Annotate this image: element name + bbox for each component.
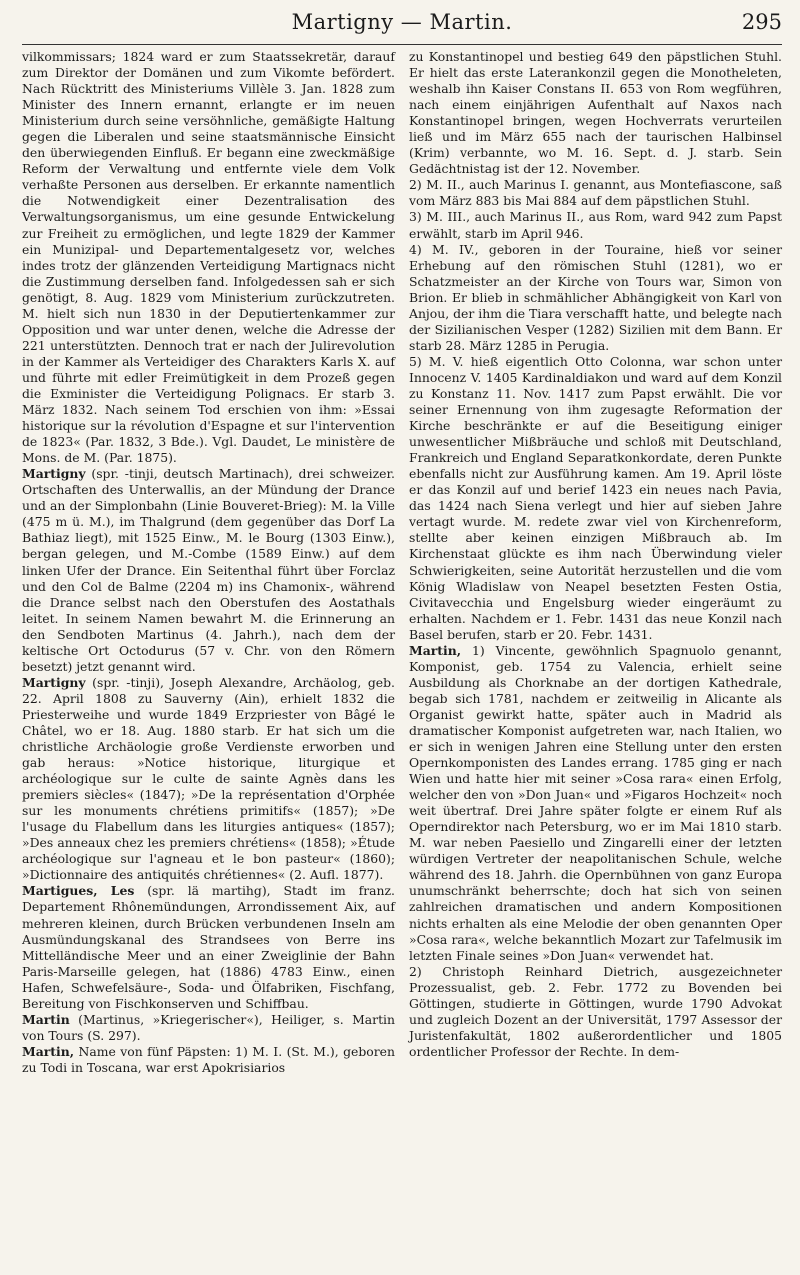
entry-paragraph — [22, 883, 395, 1011]
entry-text: Name von fünf Päpsten: 1) M. I. (St. M.), geboren zu Todi in Toscana, war erst Apokrisiarios — [22, 1043, 395, 1075]
entry-paragraph — [409, 242, 782, 354]
entry-paragraph — [22, 49, 395, 466]
entry-paragraph — [409, 643, 782, 964]
left-column — [22, 49, 395, 1076]
running-header — [22, 0, 782, 45]
entry-headword: Martin — [22, 1011, 70, 1027]
entry-paragraph — [22, 1012, 395, 1044]
page-title: Martigny — Martin. — [291, 10, 513, 34]
entry-paragraph — [22, 1044, 395, 1076]
entry-text: 1) Vincente, gewöhnlich Spagnuolo genannt, Komponist, geb. 1754 zu Valencia, erhielt seine Ausbildung als Chorknabe an der dortigen Kathedrale, begab sich 1781, nachdem er zeitweilig in Alicante als Organist gewirkt hatte, später auch in Madrid als dramatischer Komponist aufgetreten war, nach Italien, wo er sich in wenigen Jahren eine Stellung unter den ersten Opernkomponisten des Landes errang. 1785 ging er nach Wien und hatte hier mit seiner »Cosa rara« einen Erfolg, welcher den von »Don Juan« und »Figaros Hochzeit« noch weit übertraf. Drei Jahre später folgte er einem Ruf als Operndirektor nach Petersburg, wo er im Mai 1810 starb. M. war neben Paesiello und Zingarelli einer der letzten würdigen Vertreter der neapolitanischen Schule, welche während des 18. Jahrh. die Opernbühnen von ganz Europa unumschränkt beherrschte; doch hat sich von seinen zahlreichen dramatischen und andern Kompositionen nichts erhalten als eine Melodie der oben genannten Oper »Cosa rara«, welche bekanntlich Mozart zur Tafelmusik im letzten Finale seines »Don Juan« verwendet hat. — [409, 642, 782, 963]
entry-text: (spr. -tinji, deutsch Martinach), drei schweizer. Ortschaften des Unterwallis, an der Mündung der Drance und an der Simplonbahn (Linie Bouveret-Brieg): M. la Ville (475 m ü. M.), im Thalgrund (dem gegenüber das Dorf La Bathiaz liegt), mit 1525 Einw., M. le Bourg (1303 Einw.), bergan gelegen, und M.-Combe (1589 Einw.) auf dem linken Ufer der Drance. Ein Seitenthal führt über Forclaz und den Col de Balme (2204 m) ins Chamonix-, während die Drance selbst nach den Oberstufen des Aostathals leitet. In seinem Namen bewahrt M. die Erinnerung an den Sendboten Martinus (4. Jahrh.), nach dem der keltische Ort Octodurus (57 v. Chr. von den Römern besetzt) jetzt genannt wird. — [22, 466, 395, 674]
entry-text: (spr. lä martihg), Stadt im franz. Departement Rhônemündungen, Arrondissement Aix, auf mehreren kleinen, durch Brücken verbundenen Inseln am Ausmündungskanal des Strandsees von Berre ins Mittelländische Meer und an einer Zweiglinie der Bahn Paris-Marseille gelegen, hat (1886) 4783 Einw., einen Hafen, Schwefelsäure-, Soda- und Ölfabriken, Fischfang, Bereitung von Fischkonserven und Schiffbau. — [22, 883, 395, 1011]
entry-paragraph — [22, 675, 395, 884]
entry-paragraph — [409, 209, 782, 241]
entry-text: zu Konstantinopel und bestieg 649 den päpstlichen Stuhl. Er hielt das erste Laterankonzil gegen die Monotheleten, weshalb ihn Kaiser Constans II. 653 von Rom wegführen, nach einem einjährigen Aufenthalt auf Naxos nach Konstantinopel bringen, wegen Hochverrats verurteilen ließ und im März 655 nach der taurischen Halbinsel (Krim) verbannte, wo M. 16. Sept. d. J. starb. Sein Gedächtnistag ist der 12. November. — [409, 49, 782, 177]
entry-headword: Martigny — [22, 466, 86, 482]
right-column — [409, 49, 782, 1076]
entry-paragraph — [22, 466, 395, 675]
entry-text: (spr. -tinji), Joseph Alexandre, Archäolog, geb. 22. April 1808 zu Sauverny (Ain), erhielt 1832 die Priesterweihe und wurde 1849 Erzpriester von Bâgé le Châtel, wo er 18. Aug. 1880 starb. Er hat sich um die christliche Archäologie große Verdienste erworben und gab heraus: »Notice historique, liturgique et archéologique sur le culte de sainte Agnès dans les premiers siècles« (1847); »De la représentation d'Orphée sur les monuments chrétiens primitifs« (1857); »De l'usage du Flabellum dans les liturgies antiques« (1857); »Des anneaux chez les premiers chrétiens« (1858); »Étude archéologique sur l'agneau et le bon pasteur« (1860); »Dictionnaire des antiquités chrétiennes« (2. Aufl. 1877). — [22, 674, 395, 883]
entry-paragraph — [409, 177, 782, 209]
entry-text: (Martinus, »Kriegerischer«), Heiliger, s. Martin von Tours (S. 297). — [22, 1011, 395, 1043]
entry-paragraph — [409, 354, 782, 643]
entry-paragraph — [409, 49, 782, 177]
page-number: 295 — [741, 10, 782, 34]
entry-headword: Martin, — [409, 642, 462, 658]
entry-text: 2) M. II., auch Marinus I. genannt, aus Montefiascone, saß vom März 883 bis Mai 884 auf dem päpstlichen Stuhl. — [409, 177, 782, 209]
entry-text: 3) M. III., auch Marinus II., aus Rom, ward 942 zum Papst erwählt, starb im April 946. — [409, 209, 782, 241]
entry-headword: Martigny — [22, 674, 86, 690]
entry-text: 5) M. V. hieß eigentlich Otto Colonna, war schon unter Innocenz V. 1405 Kardinaldiakon und ward auf dem Konzil zu Konstanz 11. Nov. 1417 zum Papst erwählt. Die vor seiner Ernennung von ihm zugesagte Reformation der Kirche beschränkte er auf die Beseitigung einiger unwesentlicher Mißbräuche und schloß mit Deutschland, Frankreich und England Separatkonkordate, deren Punkte ebenfalls nicht zur Ausführung kamen. Am 19. April löste er das Konzil auf und berief 1423 ein neues nach Pavia, das 1424 nach Siena verlegt und hier auf sieben Jahre vertagt wurde. M. redete zwar viel von Kirchenreform, stellte aber keinen einzigen Mißbrauch ab. Im Kirchenstaat glückte es ihm nach Überwindung vieler Schwierigkeiten, seine Autorität herzustellen und die vom König Wladislaw von Neapel besetzten Festen Ostia, Civitavecchia und Engelsburg wieder eingeräumt zu erhalten. Nachdem er 1. Febr. 1431 das neue Konzil nach Basel berufen, starb er 20. Febr. 1431. — [409, 353, 782, 642]
entry-text: 4) M. IV., geboren in der Touraine, hieß vor seiner Erhebung auf den römischen Stuhl (1281), wo er Schatzmeister an der Kirche von Tours war, Simon von Brion. Er blieb in schmählicher Abhängigkeit von Karl von Anjou, der ihm die Tiara verschafft hatte, und belegte nach der Sizilianischen Vesper (1282) Sizilien mit dem Bann. Er starb 28. März 1285 in Perugia. — [409, 241, 782, 353]
entry-text: 2) Christoph Reinhard Dietrich, ausgezeichneter Prozessualist, geb. 2. Febr. 1772 zu Bovenden bei Göttingen, studierte in Göttingen, wurde 1790 Advokat und zugleich Dozent an der Universität, 1797 Assessor der Juristenfakultät, 1802 außerordentlicher und 1805 ordentlicher Professor der Rechte. In dem- — [409, 963, 782, 1059]
entry-headword: Martigues, Les — [22, 883, 135, 899]
entry-paragraph — [409, 964, 782, 1060]
entry-text: vilkommissars; 1824 ward er zum Staatssekretär, darauf zum Direktor der Domänen und zum Vikomte befördert. Nach Rücktritt des Ministeriums Villèle 3. Jan. 1828 zum Minister des Innern ernannt, erlangte er im neuen Ministerium durch seine versöhnliche, gemäßigte Haltung gegen die Liberalen und seine staatsmännische Einsicht den überwiegenden Einfluß. Er begann eine zweckmäßige Reform der Verwaltung und entfernte viele dem Volk verhaßte Personen aus derselben. Er erkannte namentlich die Notwendigkeit einer Dezentralisation des Verwaltungsorganismus, um eine gesunde Entwickelung zur Freiheit zu ermöglichen, und legte 1829 der Kammer ein Munizipal- und Departementalgesetz vor, welches indes trotz der glänzenden Verteidigung Martignacs nicht die Zustimmung derselben fand. Infolgedessen sah er sich genötigt, 8. Aug. 1829 vom Ministerium zurückzutreten. M. hielt sich nun 1830 in der Deputiertenkammer zur Opposition und war unter denen, welche die Adresse der 221 unterstützten. Dennoch trat er nach der Julirevolution in der Kammer als Verteidiger des Charakters Karls X. auf und führte mit edler Freimütigkeit in dem Prozeß gegen die Exminister die Verteidigung Polignacs. Er starb 3. März 1832. Nach seinem Tod erschien von ihm: »Essai historique sur la révolution d'Espagne et sur l'intervention de 1823« (Par. 1832, 3 Bde.). Vgl. Daudet, Le ministère de Mons. de M. (Par. 1875). — [22, 49, 395, 466]
text-columns — [22, 49, 782, 1076]
entry-headword: Martin, — [22, 1043, 75, 1059]
